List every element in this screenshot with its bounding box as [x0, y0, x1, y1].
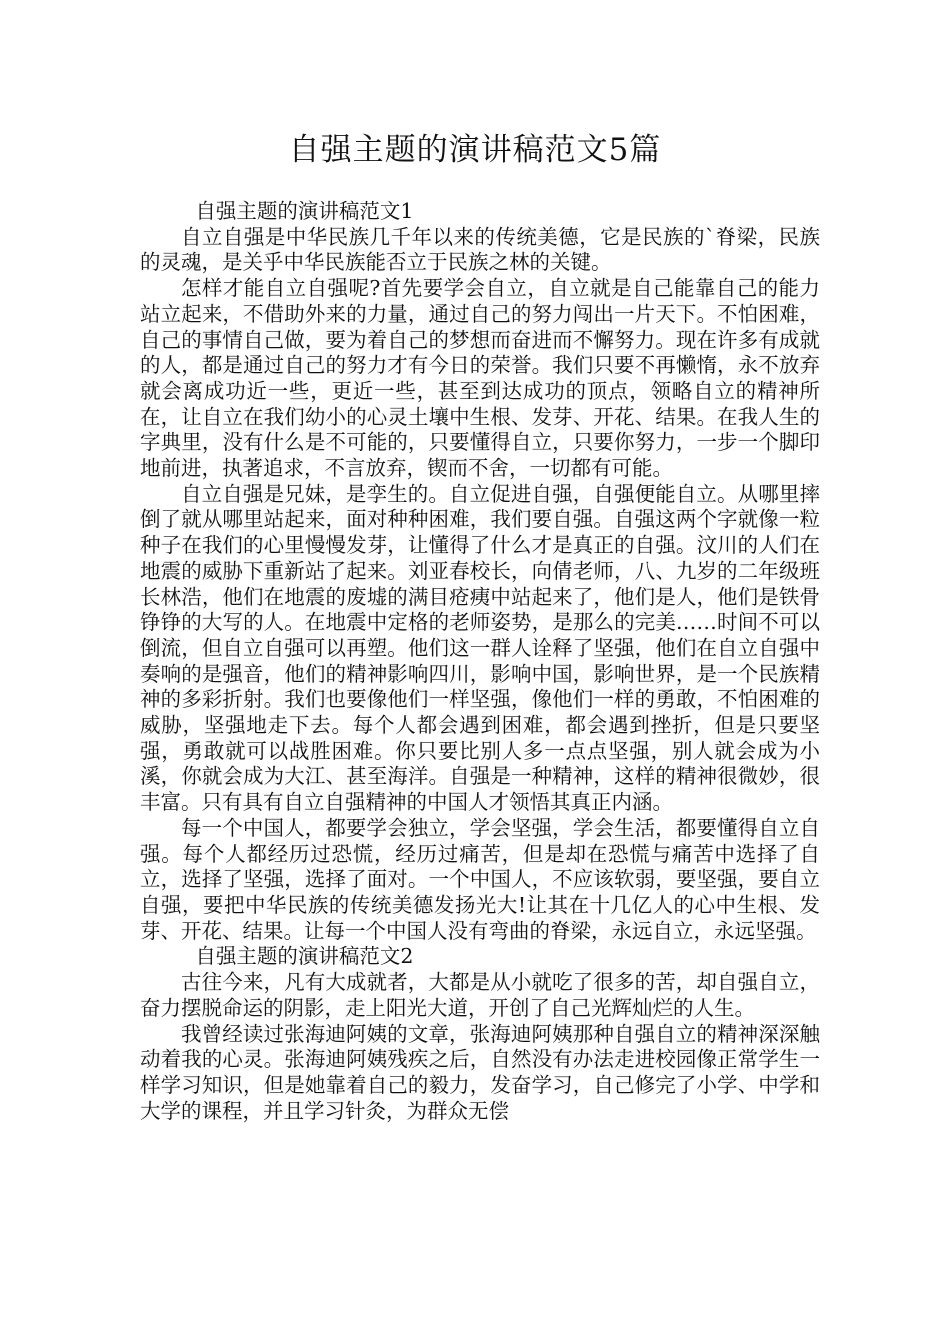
paragraph: 我曾经读过张海迪阿姨的文章，张海迪阿姨那种自强自立的精神深深触动着我的心灵。张海迪阿姨残疾之后，自然没有办法走进校园像正常学生一样学习知识，但是她靠着自己的毅力，发奋学习，自己修完了小学、中学和大学的课程，并且学习针灸，为群众无偿	[140, 1021, 820, 1123]
document-body	[140, 199, 820, 1124]
paragraph: 怎样才能自立自强呢?首先要学会自立，自立就是自己能靠自己的能力站立起来，不借助外来的力量，通过自己的努力闯出一片天下。不怕困难，自己的事情自己做，要为着自己的梦想而奋进而不懈努力。现在许多有成就的人，都是通过自己的努力才有今日的荣誉。我们只要不再懒惰，永不放弃就会离成功近一些，更近一些，甚至到达成功的顶点，领略自立的精神所在，让自立在我们幼小的心灵土壤中生根、发芽、开花、结果。在我人生的字典里，没有什么是不可能的，只要懂得自立，只要你努力，一步一个脚印地前进，执著追求，不言放弃，锲而不舍，一切都有可能。	[140, 276, 820, 481]
section-heading: 自强主题的演讲稿范文1	[195, 199, 414, 223]
section-heading: 自强主题的演讲稿范文2	[195, 944, 414, 969]
paragraph: 自立自强是中华民族几千年以来的传统美德，它是民族的`脊梁，民族的灵魂，是关乎中华民族能否立于民族之林的关键。	[140, 224, 820, 275]
paragraph: 每一个中国人，都要学会独立，学会坚强，学会生活，都要懂得自立自强。每个人都经历过恐慌，经历过痛苦，但是却在恐慌与痛苦中选择了自立，选择了坚强，选择了面对。一个中国人，不应该软弱，要坚强，要自立自强，要把中华民族的传统美德发扬光大!让其在十几亿人的心中生根、发芽、开花、结果。让每一个中国人没有弯曲的脊梁，永远自立，永远坚强。	[140, 815, 820, 943]
document-title: 自强主题的演讲稿范文5篇	[288, 132, 662, 168]
paragraph: 古往今来，凡有大成就者，大都是从小就吃了很多的苦，却自强自立，奋力摆脱命运的阴影，走上阳光大道，开创了自己光辉灿烂的人生。	[140, 970, 820, 1020]
paragraph: 自立自强是兄妹，是孪生的。自立促进自强，自强便能自立。从哪里摔倒了就从哪里站起来，面对种种困难，我们要自强。自强这两个字就像一粒种子在我们的心里慢慢发芽，让懂得了什么才是真正的自强。汶川的人们在地震的威胁下重新站了起来。刘亚春校长，向倩老师，八、九岁的二年级班长林浩，他们在地震的废墟的满目疮痍中站起来了，他们是人，他们是铁骨铮铮的大写的人。在地震中定格的老师姿势，是那么的完美……时间不可以倒流，但自立自强可以再塑。他们这一群人诠释了坚强，他们在自立自强中奏响的是强音，他们的精神影响四川，影响中国，影响世界，是一个民族精神的多彩折射。我们也要像他们一样坚强，像他们一样的勇敢，不怕困难的威胁，坚强地走下去。每个人都会遇到困难，都会遇到挫折，但是只要坚强，勇敢就可以战胜困难。你只要比别人多一点点坚强，别人就会成为小溪，你就会成为大江、甚至海洋。自强是一种精神，这样的精神很微妙，很丰富。只有具有自立自强精神的中国人才领悟其真正内涵。	[140, 481, 820, 815]
